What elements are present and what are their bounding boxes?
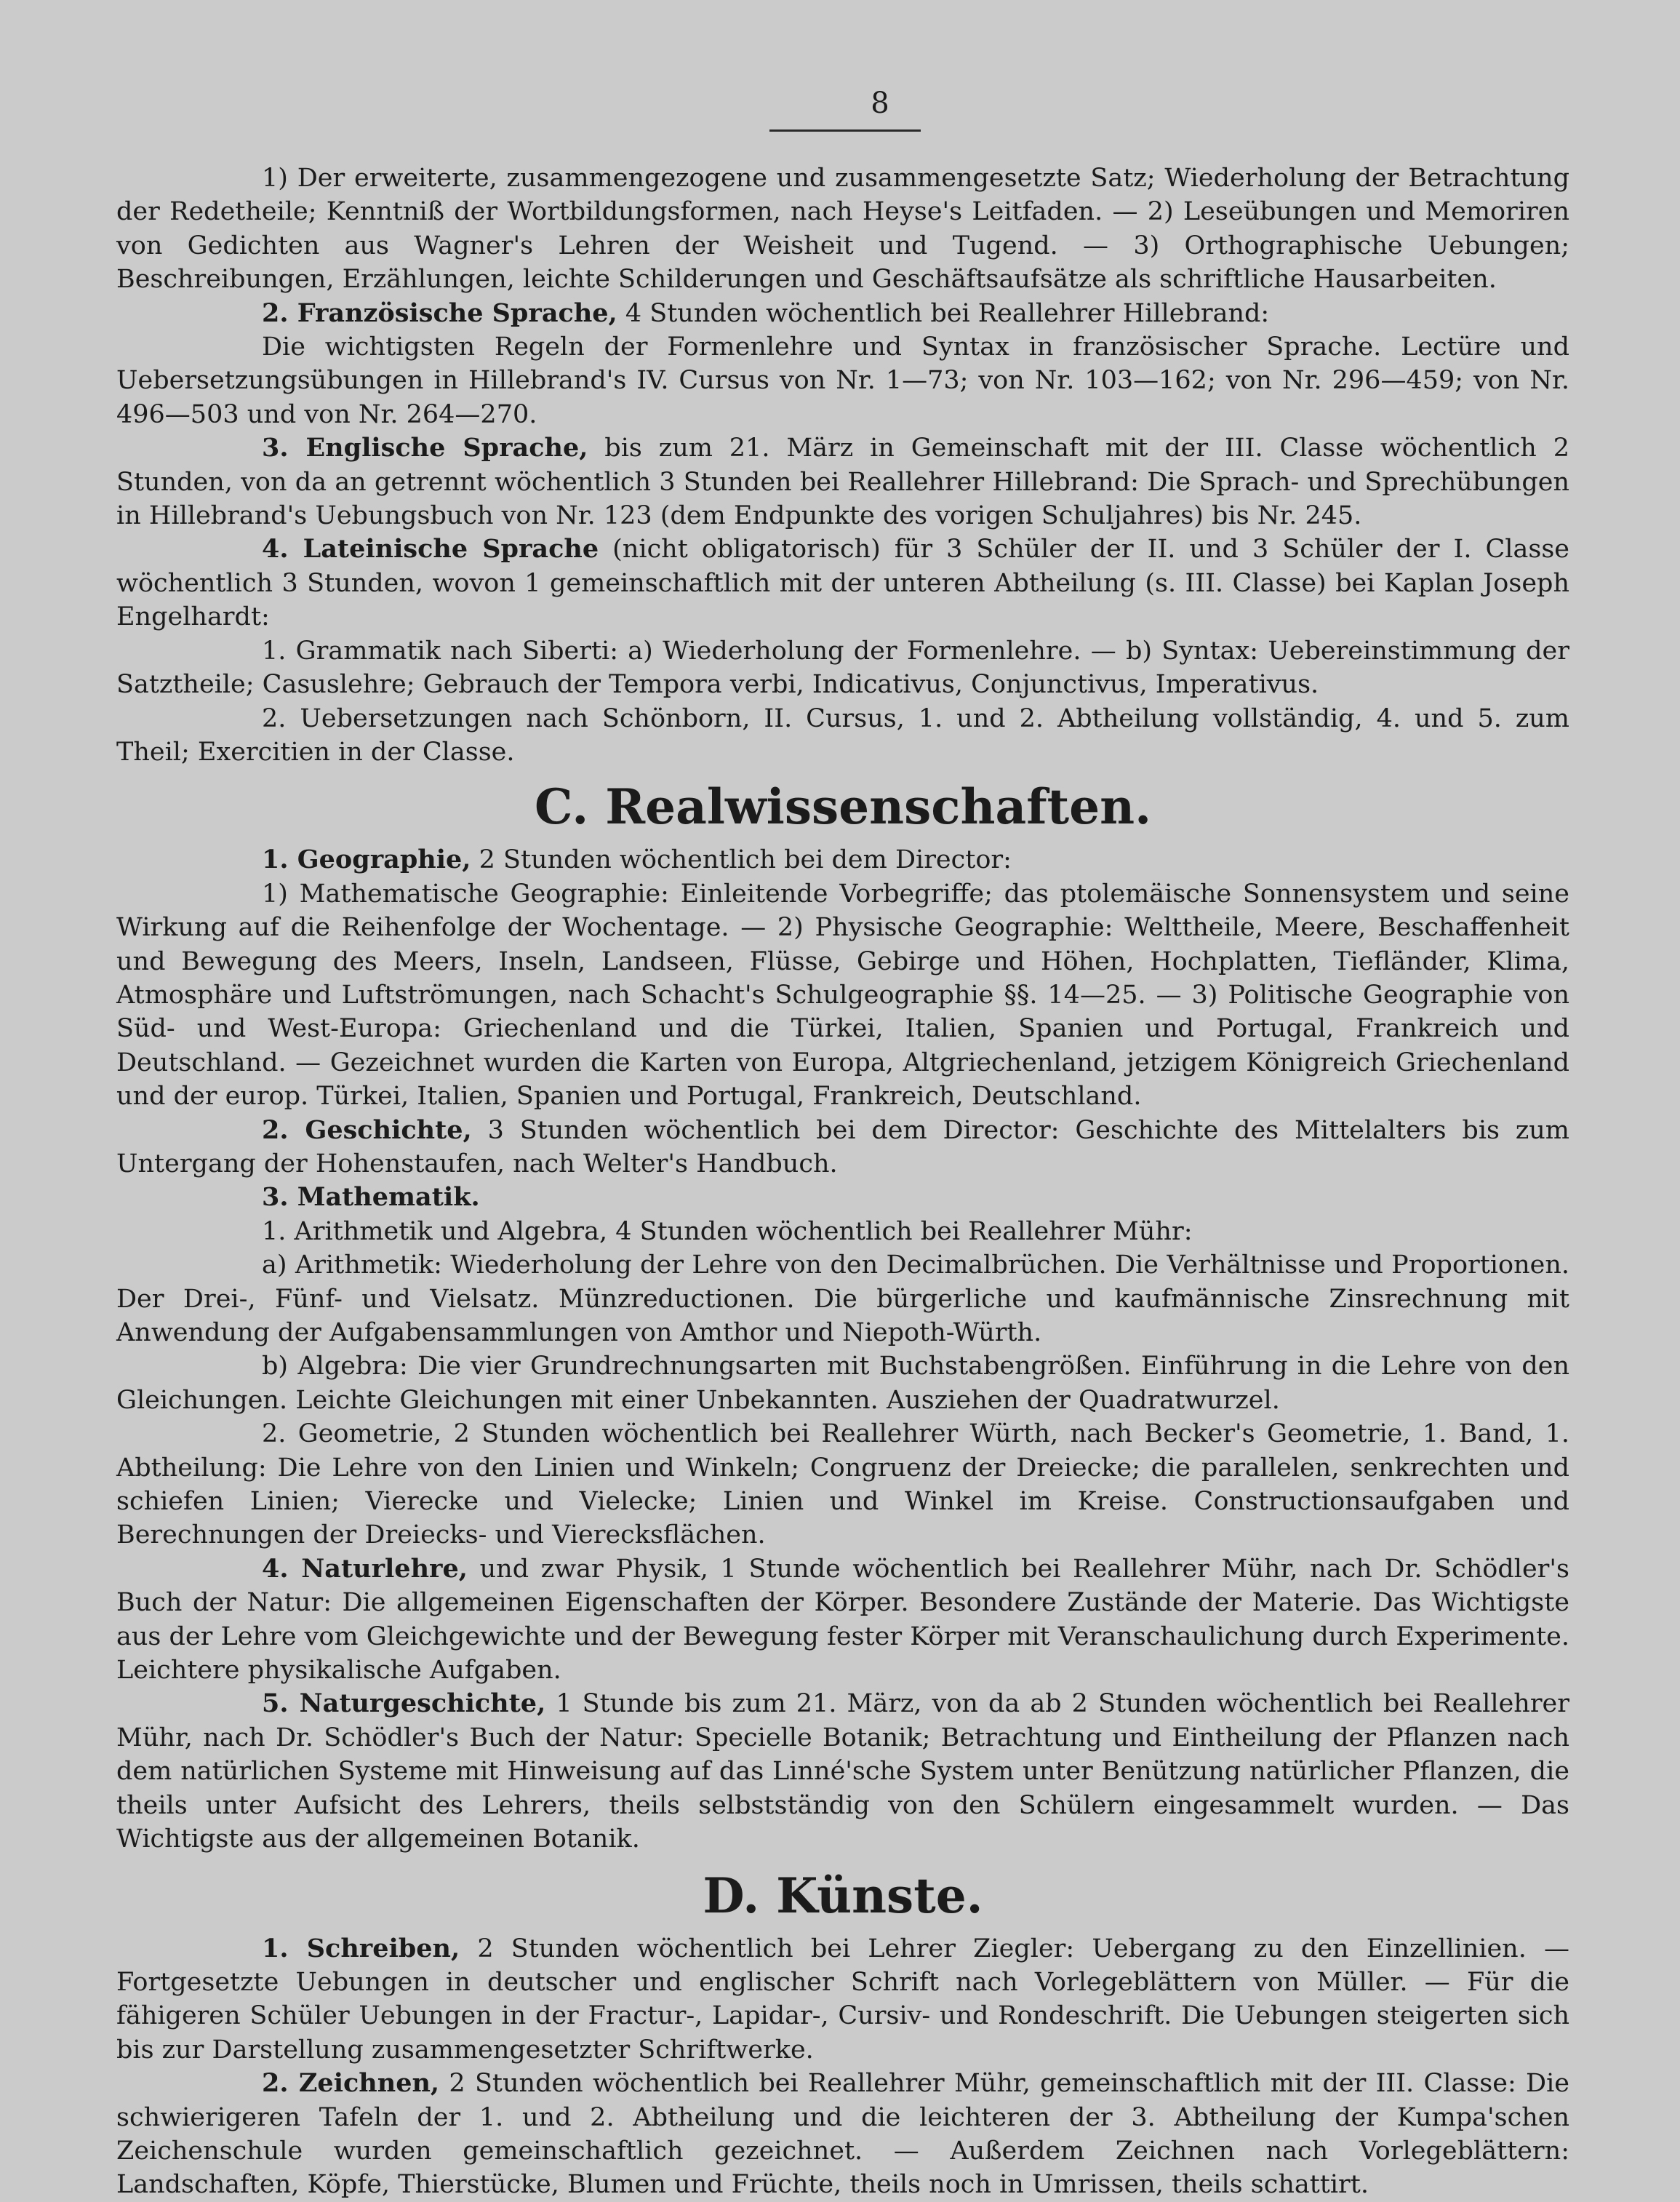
header-rule (769, 129, 921, 132)
subject-entry (116, 297, 1569, 330)
paragraph: Die wichtigsten Regeln der Formenlehre und Syntax in französischer Sprache. Lectüre und Uebersetzungsübungen in Hillebrand's IV. Cursus von Nr. 1—73; von Nr. 103—162; von Nr. 296—459; von Nr. 496—503 und von Nr. 264—270. (116, 332, 1569, 429)
subject-heading: 5. Naturgeschichte, (262, 1688, 546, 1719)
paragraph: a) Arithmetik: Wiederholung der Lehre von den Decimalbrüchen. Die Verhältnisse und Proportionen. Der Drei-, Fünf- und Vielsatz. Münzreductionen. Die bürgerliche und kaufmännische Zinsrechnung mit Anwendung der Aufgabensammlungen von Amthor und Niepoth-Würth. (116, 1250, 1569, 1347)
subject-heading: 2. Französische Sprache, (262, 298, 617, 328)
subject-intro: bis zum 21. März in Gemeinschaft mit der III. Classe wöchentlich 2 Stunden, von da an getrennt wöchentlich 3 Stunden bei Reallehrer Hillebrand: Die Sprach- und Sprechübungen in Hillebrand's Uebungsbuch von Nr. 123 (dem Endpunkte des vorigen Schuljahres) bis Nr. 245. (116, 434, 1569, 531)
subject-heading: 3. Mathematik. (262, 1182, 480, 1213)
subject-heading: 4. Lateinische Sprache (262, 534, 599, 565)
section-title-d: D. Künste. (703, 1867, 983, 1924)
page-number: 8 (871, 87, 889, 120)
section-title-c: C. Realwissenschaften. (534, 778, 1152, 836)
paragraph: 1. Arithmetik und Algebra, 4 Stunden wöchentlich bei Reallehrer Mühr: (262, 1216, 1193, 1246)
document-body (116, 161, 1569, 2202)
subject-entry (116, 1687, 1569, 1856)
paragraph: 1) Der erweiterte, zusammengezogene und zusammengesetzte Satz; Wiederholung der Betrachtung der Redetheile; Kenntniß der Wortbildungsformen, nach Heyse's Leitfaden. — 2) Leseübungen und Memoriren von Gedichten aus Wagner's Lehren der Weisheit und Tugend. — 3) Orthographische Uebungen; Beschreibungen, Erzählungen, leichte Schilderungen und Geschäftsaufsätze als schriftliche Hausarbeiten. (116, 164, 1569, 295)
subject-intro: 4 Stunden wöchentlich bei Reallehrer Hillebrand: (617, 298, 1270, 328)
subject-intro: und zwar Physik, 1 Stunde wöchentlich bei Reallehrer Mühr, nach Dr. Schödler's Buch der Natur: Die allgemeinen Eigenschaften der Körper. Besondere Zustände der Materie. Das Wichtigste aus der Lehre vom Gleichgewichte und der Bewegung fester Körper mit Veranschaulichung durch Experimente. Leichtere physikalische Aufgaben. (116, 1554, 1569, 1686)
subject-entry (116, 1114, 1569, 1181)
subject-heading: 2. Geschichte, (262, 1114, 472, 1145)
paragraph: 2. Uebersetzungen nach Schönborn, II. Cursus, 1. und 2. Abtheilung vollständig, 4. und 5. zum Theil; Exercitien in der Classe. (116, 703, 1569, 767)
paragraph: b) Algebra: Die vier Grundrechnungsarten mit Buchstabengrößen. Einführung in die Lehre von den Gleichungen. Leichte Gleichungen mit einer Unbekannten. Ausziehen der Quadratwurzel. (116, 1352, 1569, 1415)
subject-entry (116, 431, 1569, 532)
subject-heading: 1. Geographie, (262, 845, 471, 875)
paragraph: 1) Mathematische Geographie: Einleitende Vorbegriffe; das ptolemäische Sonnensystem und seine Wirkung auf die Reihenfolge der Wochentage. — 2) Physische Geographie: Welttheile, Meere, Beschaffenheit und Bewegung des Meers, Inseln, Landseen, Flüsse, Gebirge und Höhen, Hochplatten, Tiefländer, Klima, Atmosphäre und Luftströmungen, nach Schacht's Schulgeographie §§. 14—25. — 3) Politische Geographie von Süd- und West-Europa: Griechenland und die Türkei, Italien, Spanien und Portugal, Frankreich und Deutschland. — Gezeichnet wurden die Karten von Europa, Altgriechenland, jetzigem Königreich Griechenland und der europ. Türkei, Italien, Spanien und Portugal, Frankreich, Deutschland. (116, 879, 1569, 1112)
subject-entry (116, 532, 1569, 634)
subject-entry (116, 1552, 1569, 1688)
subject-heading: 3. Englische Sprache, (262, 433, 588, 463)
subject-entry (116, 2067, 1569, 2202)
paragraph: 1. Grammatik nach Siberti: a) Wiederholung der Formenlehre. — b) Syntax: Uebereinstimmung der Satztheile; Casuslehre; Gebrauch der Tempora verbi, Indicativus, Conjunctivus, Imperativus. (116, 636, 1569, 700)
subject-entry (116, 1932, 1569, 2067)
subject-heading: 2. Zeichnen, (262, 2068, 440, 2099)
paragraph: 2. Geometrie, 2 Stunden wöchentlich bei Reallehrer Würth, nach Becker's Geometrie, 1. Band, 1. Abtheilung: Die Lehre von den Linien und Winkeln; Congruenz der Dreiecke; die parallelen, senkrechten und schiefen Linien; Vierecke und Vielecke; Linien und Winkel im Kreise. Constructionsaufgaben und Berechnungen der Dreiecks- und Vierecksflächen. (116, 1419, 1569, 1550)
subject-entry (116, 843, 1569, 877)
subject-entry (116, 1181, 1569, 1214)
subject-intro: 2 Stunden wöchentlich bei dem Director: (471, 845, 1012, 875)
subject-intro: 3 Stunden wöchentlich bei dem Director: Geschichte des Mittelalters bis zum Untergang der Hohenstaufen, nach Welter's Handbuch. (116, 1115, 1569, 1178)
subject-intro: 2 Stunden wöchentlich bei Reallehrer Mühr, gemeinschaftlich mit der III. Classe: Die schwierigeren Tafeln der 1. und 2. Abtheilung und die leichteren der 3. Abtheilung der Kumpa'schen Zeichenschule wurden gemeinschaftlich gezeichnet. — Außerdem Zeichnen nach Vorlegeblättern: Landschaften, Köpfe, Thierstücke, Blumen und Früchte, theils noch in Umrissen, theils schattirt. (116, 2069, 1569, 2200)
subject-heading: 4. Naturlehre, (262, 1553, 468, 1584)
subject-intro: 2 Stunden wöchentlich bei Lehrer Ziegler: Uebergang zu den Einzellinien. — Fortgesetzte Uebungen in deutscher und englischer Schrift nach Vorlegeblättern von Müller. — Für die fähigeren Schüler Uebungen in der Fractur-, Lapidar-, Cursiv- und Rondeschrift. Die Uebungen steigerten sich bis zur Darstellung zusammengesetzter Schriftwerke. (116, 1934, 1569, 2065)
subject-intro: 1 Stunde bis zum 21. März, von da ab 2 Stunden wöchentlich bei Reallehrer Mühr, nach Dr. Schödler's Buch der Natur: Specielle Botanik; Betrachtung und Eintheilung der Pflanzen nach dem natürlichen Systeme mit Hinweisung auf das Linné'sche System unter Benützung natürlicher Pflanzen, die theils unter Aufsicht des Lehrers, theils selbstständig von den Schülern eingesammelt wurden. — Das Wichtigste aus der allgemeinen Botanik. (116, 1689, 1569, 1854)
subject-heading: 1. Schreiben, (262, 1933, 460, 1963)
subject-intro: (nicht obligatorisch) für 3 Schüler der II. und 3 Schüler der I. Classe wöchentlich 3 Stunden, wovon 1 gemeinschaftlich mit der unteren Abtheilung (s. III. Classe) bei Kaplan Joseph Engelhardt: (116, 535, 1569, 632)
